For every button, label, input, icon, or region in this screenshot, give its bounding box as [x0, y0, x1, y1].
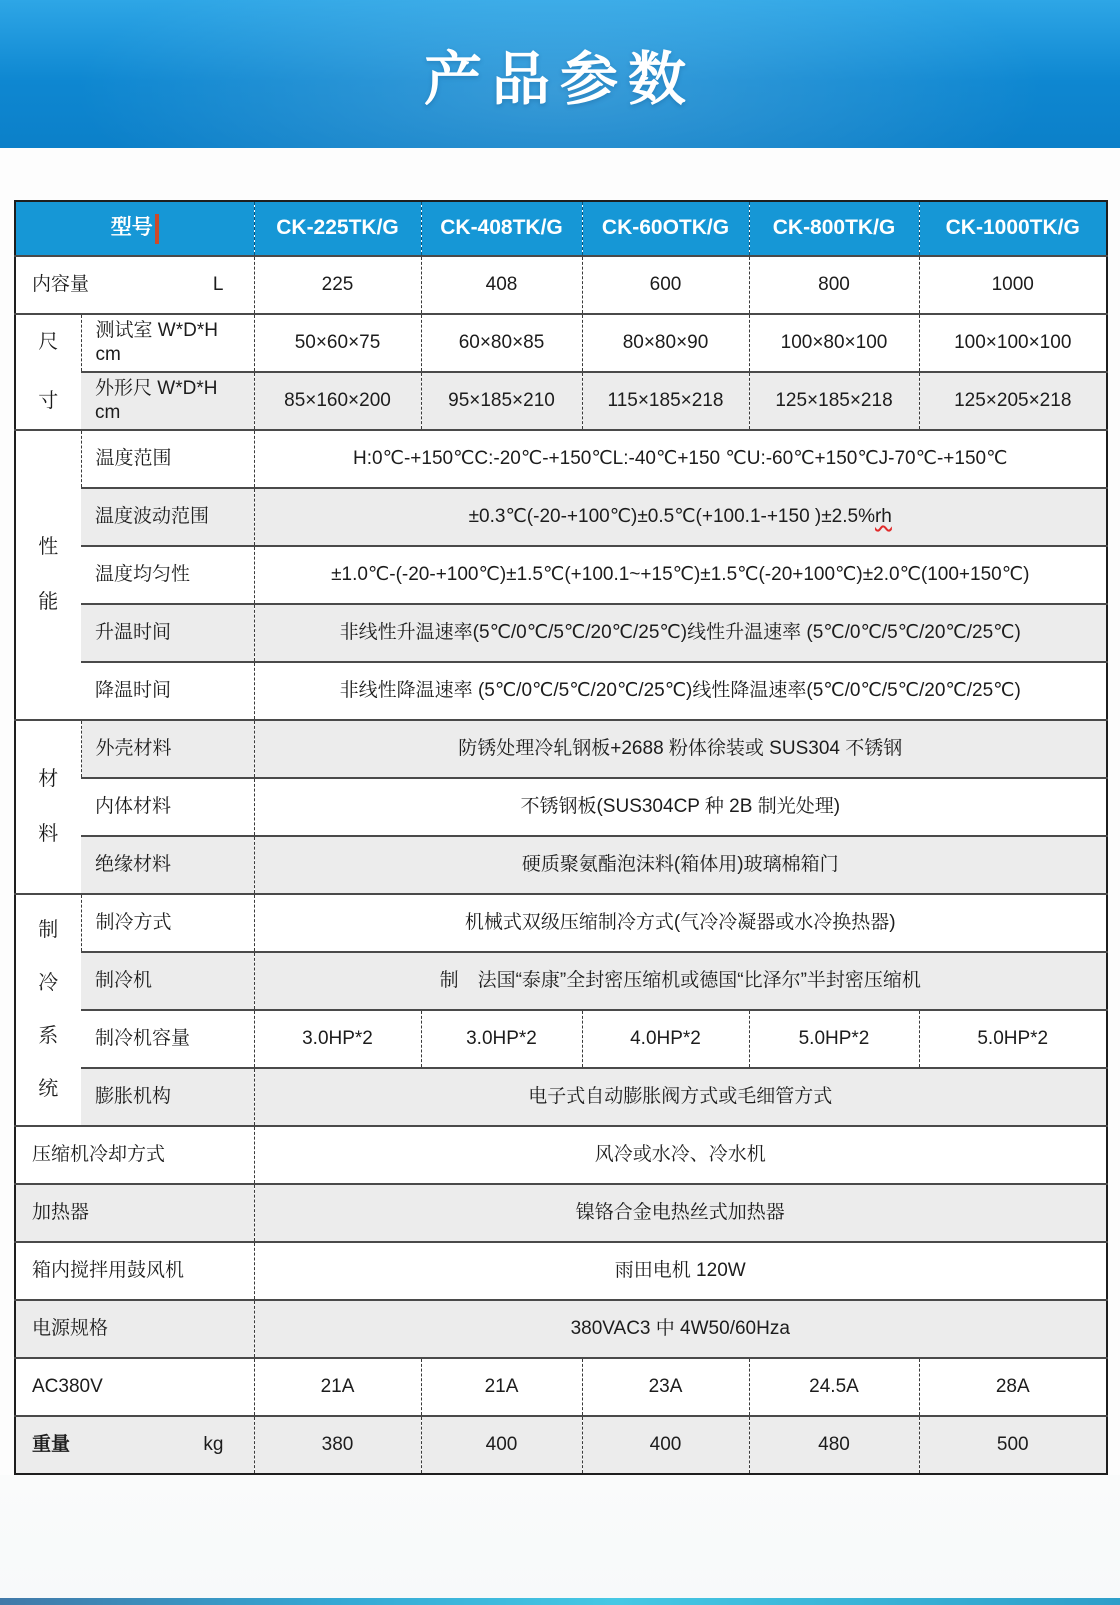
row-unit: L — [212, 274, 224, 296]
banner — [0, 0, 1120, 148]
row-label: 内容量 — [32, 274, 90, 296]
value-cell: 380 — [254, 1416, 421, 1474]
row-cooldown-time — [15, 662, 1107, 720]
value-cell: 225 — [254, 256, 421, 314]
row-test-room — [15, 314, 1107, 372]
row-label: 制冷方式 — [81, 894, 254, 952]
row-temp-fluctuation — [15, 488, 1107, 546]
row-power-spec — [15, 1300, 1107, 1358]
row-label: 测试室 W*D*H cm — [81, 314, 254, 372]
row-weight — [15, 1416, 1107, 1474]
value-cell: 21A — [421, 1358, 582, 1416]
row-label: 重量 — [32, 1434, 71, 1456]
value-cell: 机械式双级压缩制冷方式(气冷冷凝器或水冷换热器) — [254, 894, 1107, 952]
value-cell: 500 — [919, 1416, 1107, 1474]
row-label: AC380V — [15, 1358, 254, 1416]
value-cell: 100×80×100 — [749, 314, 919, 372]
value-cell: 非线性降温速率 (5℃/0℃/5℃/20℃/25℃)线性降温速率(5℃/0℃/5℃/20℃/25℃) — [254, 662, 1107, 720]
value-cell: 1000 — [919, 256, 1107, 314]
row-label: 降温时间 — [81, 662, 254, 720]
row-label: 温度均匀性 — [81, 546, 254, 604]
value-cell: 480 — [749, 1416, 919, 1474]
row-shell-material — [15, 720, 1107, 778]
model-header-cell — [15, 201, 254, 256]
value-cell: 400 — [582, 1416, 749, 1474]
row-cooling-method — [15, 894, 1107, 952]
value-cell: 600 — [582, 256, 749, 314]
row-heatup-time — [15, 604, 1107, 662]
row-compressor — [15, 952, 1107, 1010]
row-label: 加热器 — [15, 1184, 254, 1242]
value-cell: 镍铬合金电热丝式加热器 — [254, 1184, 1107, 1242]
row-compressor-capacity — [15, 1010, 1107, 1068]
value-cell: 400 — [421, 1416, 582, 1474]
row-unit: kg — [203, 1434, 224, 1456]
text-cursor-icon — [155, 214, 159, 244]
row-insulation-material — [15, 836, 1107, 894]
row-label: 温度波动范围 — [81, 488, 254, 546]
column-header-model-2: CK-408TK/G — [421, 201, 582, 256]
row-label: 制冷机容量 — [81, 1010, 254, 1068]
page-title: 产品参数 — [423, 47, 696, 112]
value-cell: 21A — [254, 1358, 421, 1416]
value-cell: 115×185×218 — [582, 372, 749, 430]
header-row — [15, 201, 1107, 256]
value-cell: 不锈钢板(SUS304CP 种 2B 制光处理) — [254, 778, 1107, 836]
footer-spacer — [0, 1475, 1120, 1598]
row-label: 外壳材料 — [81, 720, 254, 778]
value-cell: 3.0HP*2 — [421, 1010, 582, 1068]
value-cell: 800 — [749, 256, 919, 314]
spellcheck-underlined-text: rh — [874, 506, 892, 528]
column-header-model-1: CK-225TK/G — [254, 201, 421, 256]
value-cell: 80×80×90 — [582, 314, 749, 372]
row-inner-material — [15, 778, 1107, 836]
value-cell: 380VAC3 中 4W50/60Hza — [254, 1300, 1107, 1358]
value-cell: 50×60×75 — [254, 314, 421, 372]
value-cell: ±1.0℃-(-20-+100℃)±1.5℃(+100.1~+15℃)±1.5℃(-20+100℃)±2.0℃(100+150℃) — [254, 546, 1107, 604]
row-temp-range — [15, 430, 1107, 488]
row-compressor-cooling — [15, 1126, 1107, 1184]
row-label: 制冷机 — [81, 952, 254, 1010]
value-cell: 4.0HP*2 — [582, 1010, 749, 1068]
value-cell: ±0.3℃(-20-+100℃)±0.5℃(+100.1-+150 )±2.5%rh — [254, 488, 1107, 546]
label-cell — [15, 256, 254, 314]
row-blower — [15, 1242, 1107, 1300]
value-cell: 5.0HP*2 — [749, 1010, 919, 1068]
row-outer-size — [15, 372, 1107, 430]
row-label: 膨胀机构 — [81, 1068, 254, 1126]
spec-content — [0, 148, 1120, 1475]
value-cell: 防锈处理冷轧钢板+2688 粉体徐装或 SUS304 不锈钢 — [254, 720, 1107, 778]
value-cell: 电子式自动膨胀阀方式或毛细管方式 — [254, 1068, 1107, 1126]
group-cell-cooling-system: 制 冷 系 统 — [15, 894, 81, 1126]
value-cell: 3.0HP*2 — [254, 1010, 421, 1068]
label-cell — [15, 1416, 254, 1474]
value-cell: 28A — [919, 1358, 1107, 1416]
value-cell: 125×205×218 — [919, 372, 1107, 430]
row-label: 升温时间 — [81, 604, 254, 662]
value-cell: H:0℃-+150℃C:-20℃-+150℃L:-40℃+150 ℃U:-60℃+150℃J-70℃-+150℃ — [254, 430, 1107, 488]
row-current — [15, 1358, 1107, 1416]
bottom-accent-strip — [0, 1598, 1120, 1605]
column-header-model-4: CK-800TK/G — [749, 201, 919, 256]
value-cell: 23A — [582, 1358, 749, 1416]
value-cell: 风冷或水冷、冷水机 — [254, 1126, 1107, 1184]
row-heater — [15, 1184, 1107, 1242]
row-label: 温度范围 — [81, 430, 254, 488]
value-cell: 硬质聚氨酯泡沫料(箱体用)玻璃棉箱门 — [254, 836, 1107, 894]
value-cell: 100×100×100 — [919, 314, 1107, 372]
value-cell: 制 法国“泰康”全封密压缩机或德国“比泽尔”半封密压缩机 — [254, 952, 1107, 1010]
value-cell: 125×185×218 — [749, 372, 919, 430]
column-header-model-5: CK-1000TK/G — [919, 201, 1107, 256]
row-label: 外形尺 W*D*H cm — [81, 372, 254, 430]
value-cell: 408 — [421, 256, 582, 314]
value-cell: 24.5A — [749, 1358, 919, 1416]
value-cell: 非线性升温速率(5℃/0℃/5℃/20℃/25℃)线性升温速率 (5℃/0℃/5℃/20℃/25℃) — [254, 604, 1107, 662]
row-label: 绝缘材料 — [81, 836, 254, 894]
model-label: 型号 — [110, 216, 153, 240]
column-header-model-3: CK-60OTK/G — [582, 201, 749, 256]
group-cell-material: 材 料 — [15, 720, 81, 894]
row-label: 电源规格 — [15, 1300, 254, 1358]
value-cell: 85×160×200 — [254, 372, 421, 430]
group-cell-performance: 性 能 — [15, 430, 81, 720]
spec-table — [14, 200, 1108, 1475]
value-cell: 5.0HP*2 — [919, 1010, 1107, 1068]
row-temp-uniformity — [15, 546, 1107, 604]
row-label: 内体材料 — [81, 778, 254, 836]
value-cell: 雨田电机 120W — [254, 1242, 1107, 1300]
row-expansion — [15, 1068, 1107, 1126]
group-cell-size: 尺 寸 — [15, 314, 81, 430]
row-label: 箱内搅拌用鼓风机 — [15, 1242, 254, 1300]
value-cell: 95×185×210 — [421, 372, 582, 430]
value-cell: 60×80×85 — [421, 314, 582, 372]
row-capacity — [15, 256, 1107, 314]
row-label: 压缩机冷却方式 — [15, 1126, 254, 1184]
